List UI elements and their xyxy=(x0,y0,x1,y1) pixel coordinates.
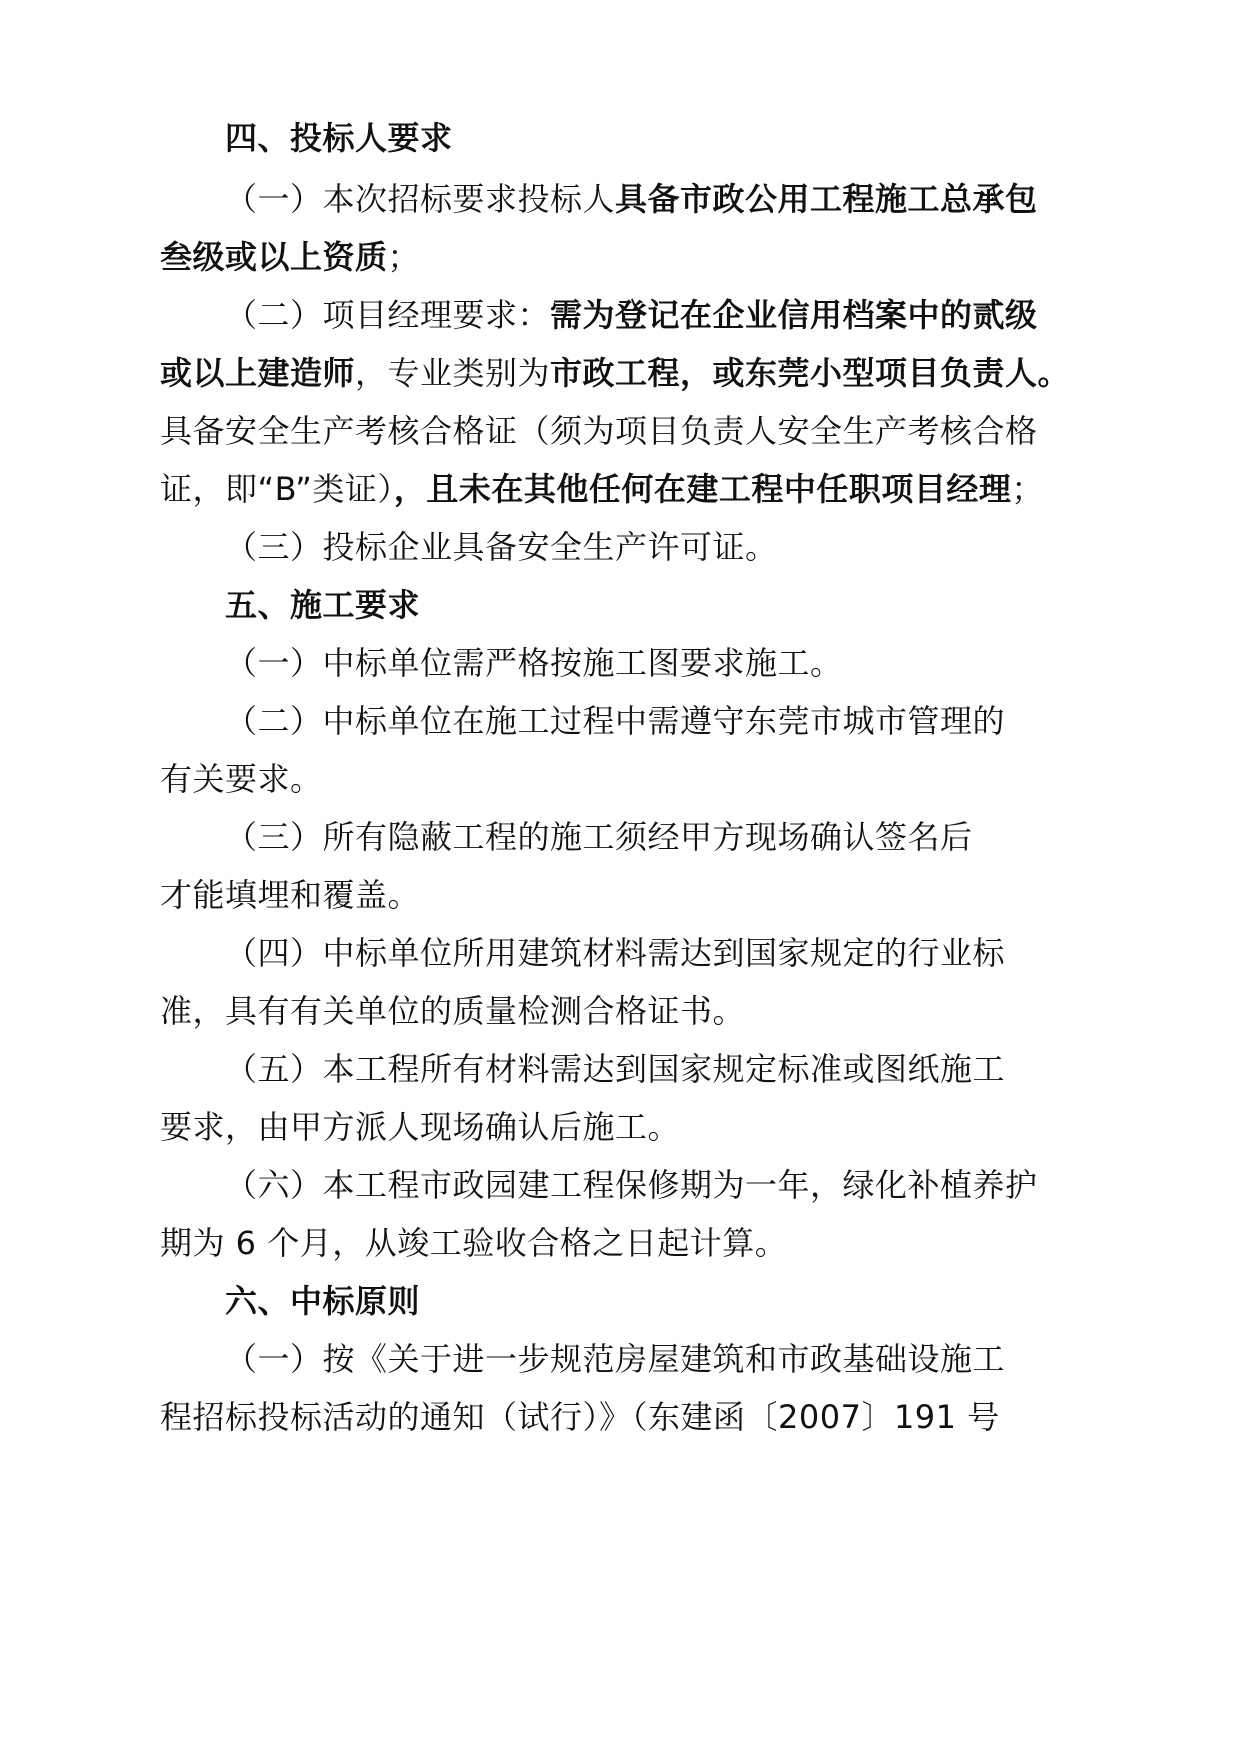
text-run: ，专业类别为 xyxy=(355,354,551,392)
section-6-heading: 六、中标原则 xyxy=(225,1282,421,1320)
text-run: 证，即“B”类证） xyxy=(160,470,394,508)
section-4-item-2-line-3: 具备安全生产考核合格证（须为项目负责人安全生产考核合格 xyxy=(160,412,1038,450)
bold-text-run: 具备市政公用工程施工总承包 xyxy=(615,180,1038,218)
section-5-item-6-line-1: （六）本工程市政园建工程保修期为一年，绿化补植养护 xyxy=(225,1166,1038,1204)
section-5-item-5-line-1: （五）本工程所有材料需达到国家规定标准或图纸施工 xyxy=(225,1050,1006,1088)
section-5-item-3-line-1: （三）所有隐蔽工程的施工须经甲方现场确认签名后 xyxy=(225,818,973,856)
section-4-item-2-line-4 xyxy=(160,465,1044,513)
section-6-item-1-line-1: （一）按《关于进一步规范房屋建筑和市政基础设施工 xyxy=(225,1340,1006,1378)
section-5-item-6-line-2: 期为 6 个月，从竣工验收合格之日起计算。 xyxy=(160,1224,788,1262)
text-run: （一）本次招标要求投标人 xyxy=(225,180,616,218)
section-4-item-3: （三）投标企业具备安全生产许可证。 xyxy=(225,528,778,566)
bold-text-run: 市政工程，或东莞小型项目负责人。 xyxy=(550,354,1071,392)
text-run: ； xyxy=(1011,470,1044,508)
section-4-heading: 四、投标人要求 xyxy=(225,119,453,157)
section-6-item-1-line-2: 程招标投标活动的通知（试行）》（东建函〔2007〕191 号 xyxy=(160,1398,1000,1436)
section-4-item-1-line-1 xyxy=(225,175,1038,223)
section-4-item-1-line-2 xyxy=(160,233,420,281)
section-5-item-5-line-2: 要求，由甲方派人现场确认后施工。 xyxy=(160,1108,681,1146)
section-5-item-2-line-1: （二）中标单位在施工过程中需遵守东莞市城市管理的 xyxy=(225,702,1006,740)
text-run: （二）项目经理要求： xyxy=(225,296,551,334)
section-5-item-2-line-2: 有关要求。 xyxy=(160,760,323,798)
section-4-item-2-line-1 xyxy=(225,291,1038,339)
text-run: ； xyxy=(387,238,421,276)
section-5-item-3-line-2: 才能填埋和覆盖。 xyxy=(160,876,421,914)
bold-text-run: 叁级或以上资质 xyxy=(160,238,388,276)
section-5-heading: 五、施工要求 xyxy=(225,586,421,624)
section-5-item-4-line-2: 准，具有有关单位的质量检测合格证书。 xyxy=(160,992,746,1030)
bold-text-run: 需为登记在企业信用档案中的贰级 xyxy=(550,296,1038,334)
bold-text-run: 或以上建造师 xyxy=(160,354,356,392)
section-5-item-1: （一）中标单位需严格按施工图要求施工。 xyxy=(225,644,843,682)
bold-text-run: ，且未在其他任何在建工程中任职项目经理 xyxy=(393,470,1012,508)
section-5-item-4-line-1: （四）中标单位所用建筑材料需达到国家规定的行业标 xyxy=(225,934,1006,972)
section-4-item-2-line-2 xyxy=(160,349,1070,397)
